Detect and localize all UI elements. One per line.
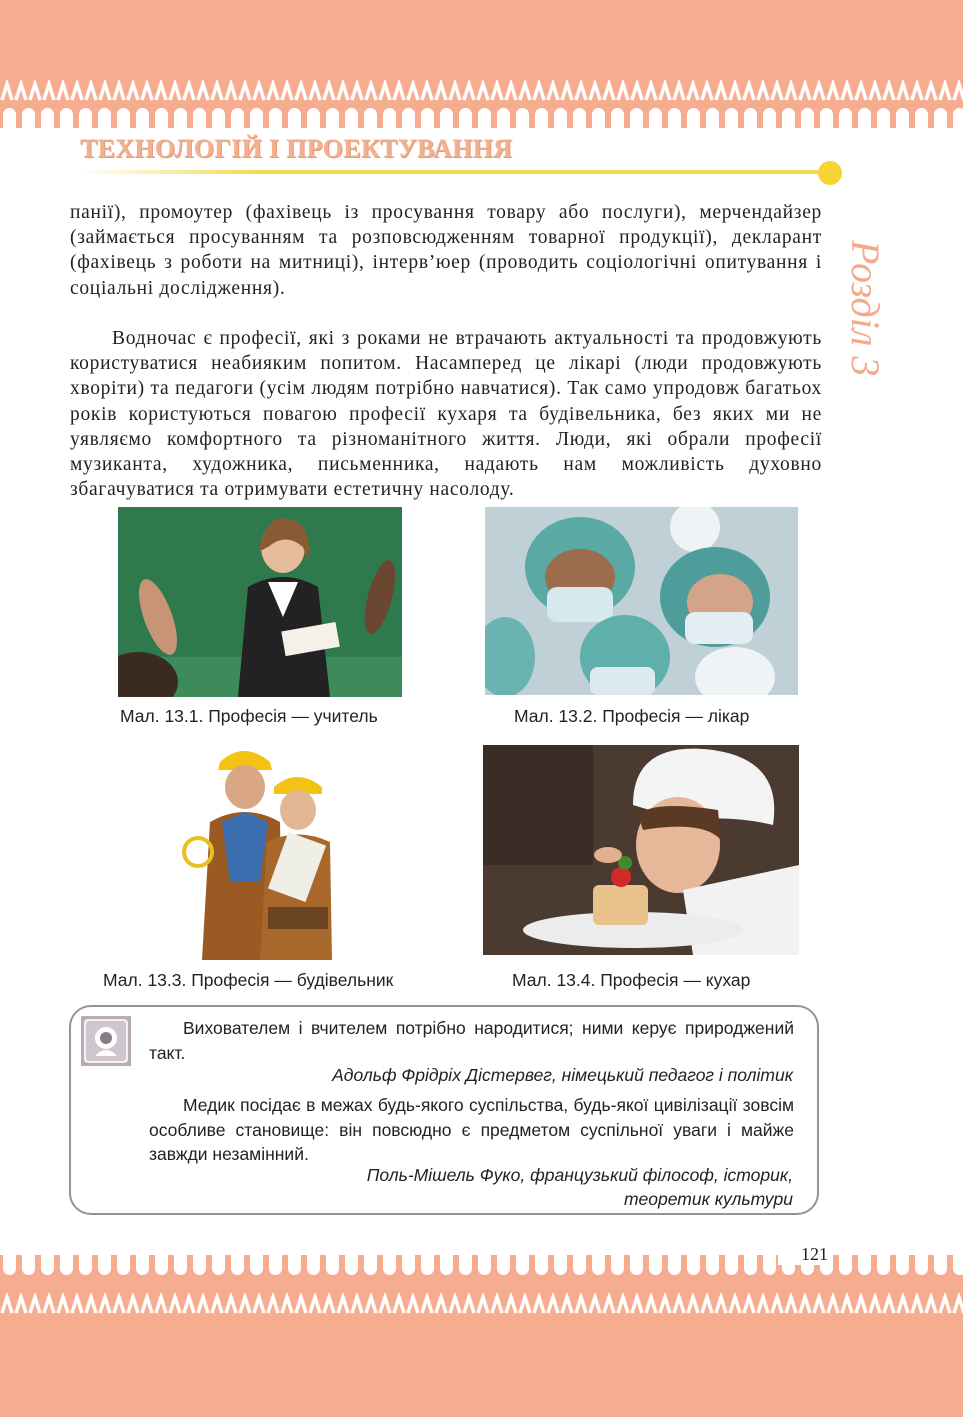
quote-2-author-line-1: Поль-Мішель Фуко, французький філософ, історик, <box>366 1165 793 1185</box>
bottom-chevron-pattern <box>0 1293 963 1315</box>
surgeons-photo <box>485 507 798 695</box>
top-decorative-band <box>0 0 963 128</box>
quote-1-author: Адольф Фрідріх Дістервег, німецький педагог і політик <box>332 1065 793 1085</box>
figure-caption-4: Мал. 13.4. Професія — кухар <box>512 970 751 990</box>
figure-caption-3: Мал. 13.3. Професія — будівельник <box>103 970 394 990</box>
top-chevron-pattern <box>0 80 963 102</box>
paragraph-1: панії), промоутер (фахівець із просування товару або послуги), мерчендайзер (займається просуванням та розповсюдженням товарної продукції), декларант (фахівець з роботи на митниці), інтерв’юер (проводить соціологічні опитування і соціальні дослідження). <box>70 202 822 299</box>
section-label <box>838 240 888 410</box>
header-accent-dot <box>818 161 842 185</box>
quote-2-text: Медик посідає в межах будь-якого суспільства, будь-якої цивілізації зовсім особливе становище: він повсюдно є предметом суспільної уваги і майже завжди незамінний. <box>149 1095 794 1164</box>
chef-photo <box>483 745 799 955</box>
teacher-photo <box>118 507 402 697</box>
header-accent-line <box>78 170 830 174</box>
bottom-decorative-band <box>0 1255 963 1417</box>
quote-1-text: Вихователем і вчителем потрібно народитися; ними керує природжений такт. <box>149 1018 794 1063</box>
builders-photo <box>182 742 336 960</box>
quote-2-author-line-2: теоретик культури <box>623 1189 793 1209</box>
section-label-text: Розділ 3 <box>843 240 888 377</box>
header-title: ТЕХНОЛОГІЙ І ПРОЕКТУВАННЯ <box>80 134 513 163</box>
thinker-icon <box>81 1016 131 1066</box>
paragraph-2: Водночас є професії, які з роками не втрачають актуальності та продовжують користуватися неабияким попитом. Насамперед це лікарі (люди продовжують хворіти) та педагоги (усім людям потрібно навчатися). Так само упродовж багатьох років користуються повагою професії кухаря та будівельника, без яких ми не уявляємо комфортного та різноманітного життя. Люди, які обрали професії музиканта, художника, письменника, надають нам можливість духовно збагачуватися та отримувати естетичну насолоду. <box>70 328 822 501</box>
top-scallop-pattern <box>0 106 963 132</box>
figure-caption-1: Мал. 13.1. Професія — учитель <box>120 706 378 726</box>
page-number: 121 <box>778 1244 828 1265</box>
figure-caption-2: Мал. 13.2. Професія — лікар <box>514 706 750 726</box>
